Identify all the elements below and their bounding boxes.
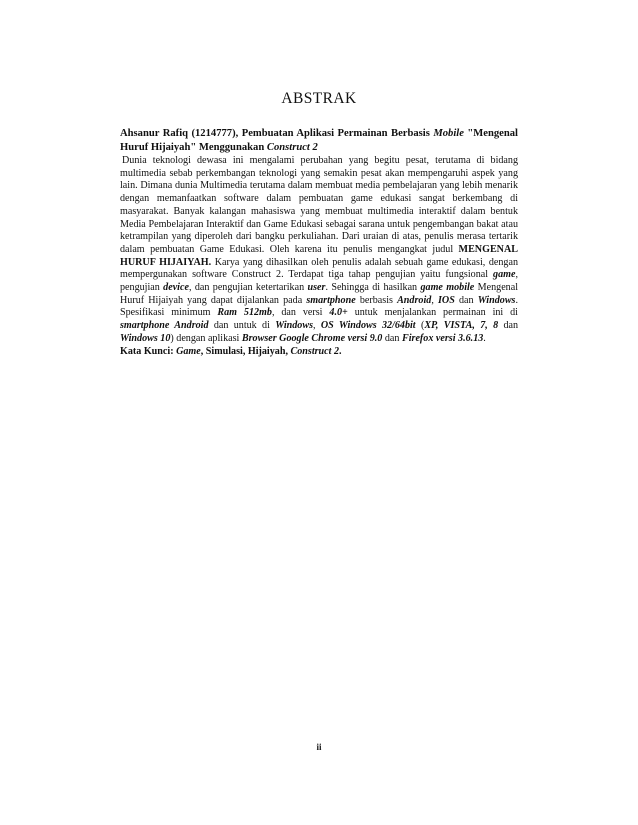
author-construct: Construct 2 (266, 142, 318, 154)
author-line2: "Mengenal Huruf Hijaiyah" Menggunakan (120, 128, 518, 154)
text-windows: Windows (477, 294, 516, 306)
text-s10: , dan versi (271, 307, 330, 319)
text-firefox: Firefox versi 3.6.13 (401, 332, 484, 344)
abstract-paragraph (120, 155, 518, 346)
text-windows-2: Windows (275, 320, 313, 332)
text-ram: Ram 512mb (217, 307, 272, 319)
text-windows-10: Windows 10 (120, 332, 171, 344)
keyword-game: Game (176, 345, 201, 357)
text-p1: Dunia teknologi dewasa ini mengalami perubahan yang begitu pesat, terutama di bidang multimedia sebab perkembangan teknologi yang semakin pesat akan mempengaruhi aspek yang lain. Dimana dunia Multimedia terutama dalam membuat media pembelajaran yang lebih menarik dengan memanfaatkan software dalam pembuatan game edukasi sangat berkembang di masyarakat. Banyak kalangan mahasiswa yang membuat multimedia interaktif dalam bentuk Media Pembelajaran Interaktif dan Game Edukasi sebagai sarana untuk pengembangan bakat atau ketrampilan yang diperoleh dari bangku perkuliahan. Dari uraian di atas, penulis merasa tertarik dalam pembuatan Game Edukasi. Oleh karena itu penulis mengangkat judul (120, 155, 518, 255)
text-s11: untuk menjalankan permainan ini di (347, 307, 518, 319)
text-browser: Browser Google Chrome versi 9.0 (241, 332, 383, 344)
text-s13: , (313, 320, 321, 332)
page-number: ii (316, 742, 322, 752)
text-device: device (163, 282, 189, 294)
text-smartphone-android: smartphone Android (120, 320, 209, 332)
text-xp: XP, VISTA, 7, 8 (424, 320, 499, 332)
text-s12: dan untuk di (208, 320, 276, 332)
author-heading (120, 127, 518, 155)
text-s15: dan (498, 320, 519, 332)
text-smartphone: smartphone (306, 294, 356, 306)
text-game-mobile: game mobile (420, 282, 475, 294)
text-s7: , (431, 294, 438, 306)
text-s17: dan (382, 332, 402, 344)
text-s16: ) dengan aplikasi (170, 332, 242, 344)
text-s14: ( (415, 320, 425, 332)
text-version: 4.0+ (329, 307, 348, 319)
text-user: user (307, 282, 326, 294)
text-game: game (493, 269, 516, 281)
text-ios: IOS (437, 294, 455, 306)
text-s4: . Sehingga di hasilkan (325, 282, 421, 294)
text-s18: . (483, 332, 486, 344)
text-s6: berbasis (355, 294, 398, 306)
keywords (120, 346, 518, 359)
text-s8: dan (454, 294, 478, 306)
text-s1: Karya yang dihasilkan oleh penulis adalah sebuah game edukasi, dengan mempergunakan software Construct 2. Terdapat tiga tahap pengujian yaitu fungsional (120, 256, 518, 281)
text-s3: , dan pengujian ketertarikan (188, 282, 308, 294)
page-title: ABSTRAK (281, 90, 357, 107)
text-android: Android (397, 294, 432, 306)
abstract-body (120, 155, 518, 358)
text-s9: . Spesifikasi minimum (120, 294, 519, 319)
text-s5: Mengenal Huruf Hijaiyah yang dapat dijalankan pada (120, 282, 519, 306)
author-prefix: Ahsanur Rafiq (1214777), Pembuatan Aplikasi Permainan Berbasis (120, 128, 434, 139)
author-mobile: Mobile (433, 128, 464, 139)
text-s2: , pengujian (120, 269, 518, 294)
keywords-rest: , Simulasi, Hijaiyah, (200, 345, 291, 357)
keywords-end: . (339, 345, 342, 357)
text-os: OS Windows 32/64bit (320, 320, 416, 332)
keyword-construct: Construct 2 (290, 345, 340, 357)
text-judul: MENGENAL HURUF HIJAIYAH. (120, 243, 518, 268)
keywords-label: Kata Kunci: (120, 345, 177, 357)
